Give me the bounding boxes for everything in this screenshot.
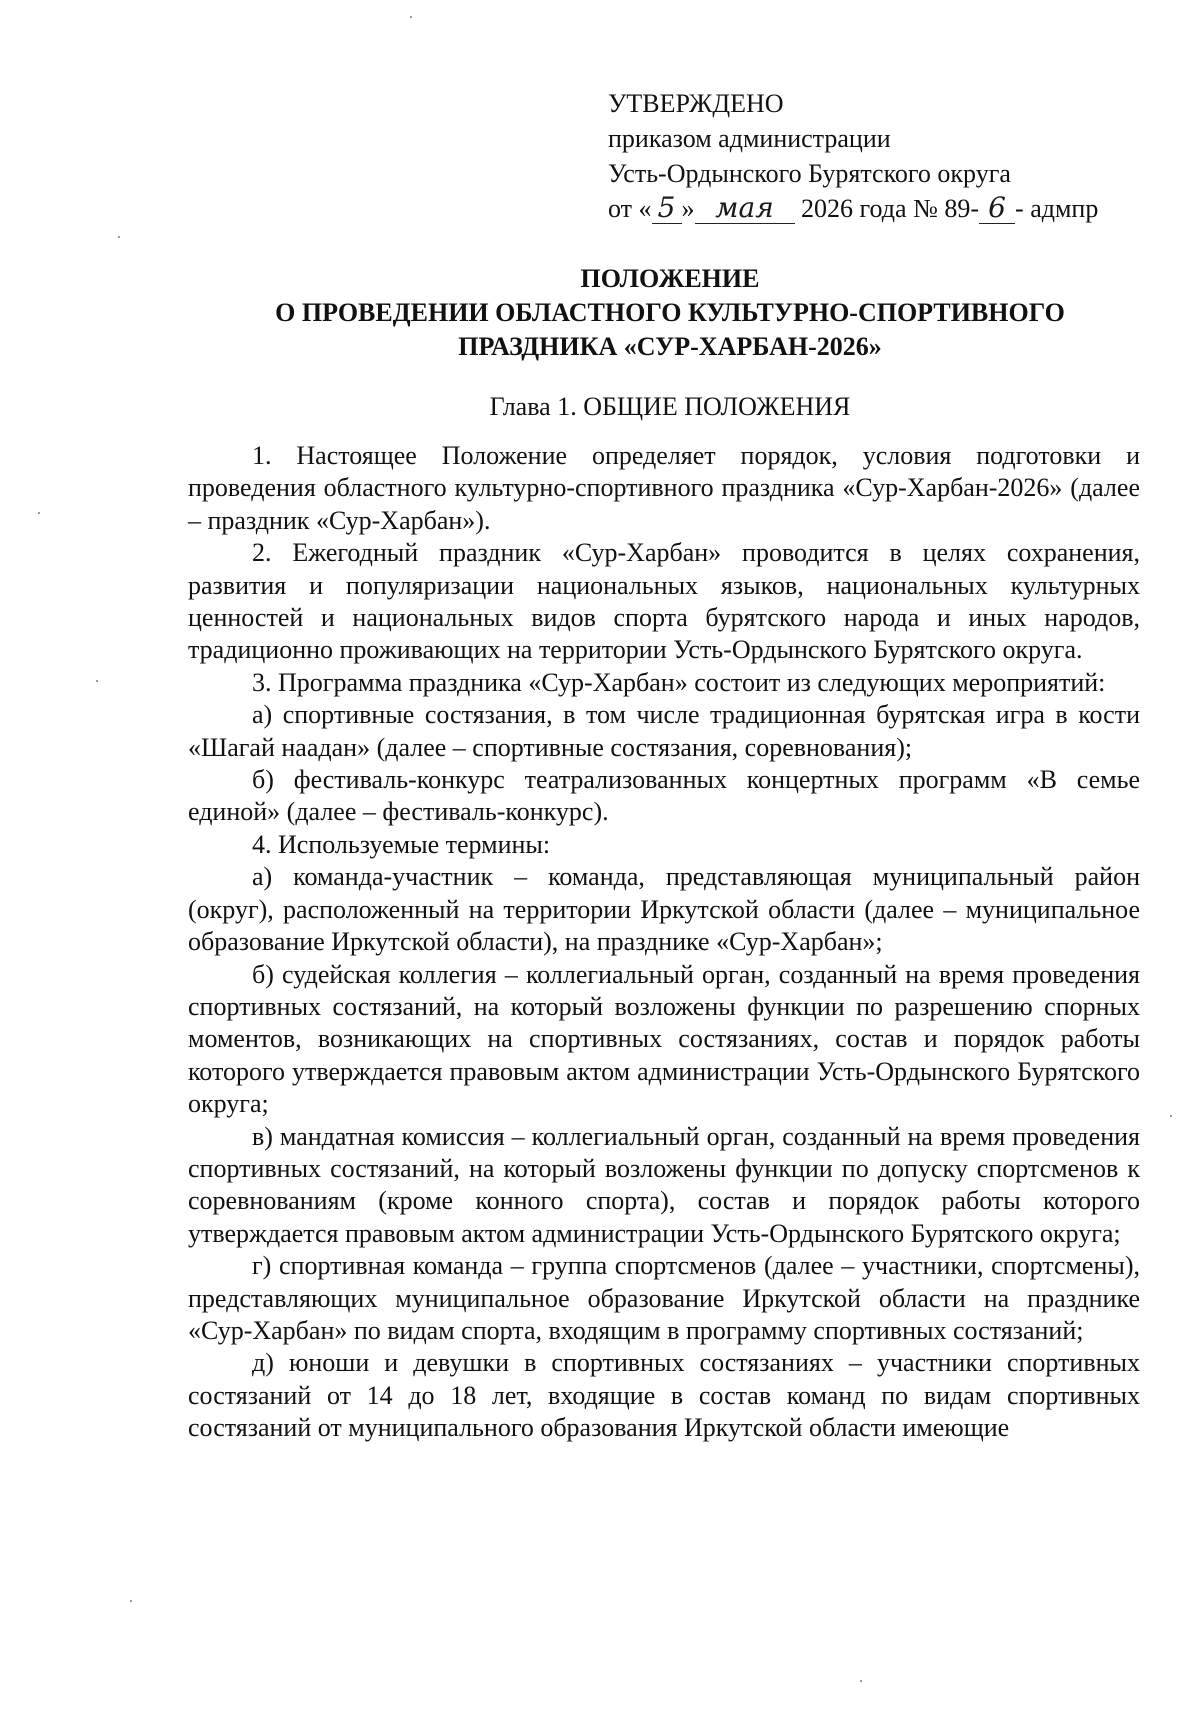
approval-heading: УТВЕРЖДЕНО <box>608 89 784 118</box>
scan-speck <box>410 16 412 18</box>
paragraph: а) спортивные состязания, в том числе традиционная бурятская игра в кости «Шагай наадан» (далее – спортивные состязания, соревнования); <box>188 700 1140 762</box>
scan-speck <box>1170 1115 1172 1117</box>
document-title <box>190 262 1150 364</box>
date-year-number: 2026 года № 89- <box>794 194 980 223</box>
scan-speck <box>130 1600 132 1602</box>
paragraph: д) юноши и девушки в спортивных состязаниях – участники спортивных состязаний от 14 до 18 лет, входящие в состав команд по видам спортивных состязаний от муниципального образования Иркутской области имеющие <box>188 1348 1140 1443</box>
scan-speck <box>38 512 40 514</box>
approval-line: Усть-Ордынского Бурятского округа <box>608 159 1011 188</box>
handwritten-month: мая <box>695 193 795 224</box>
paragraph: а) команда-участник – команда, представляющая муниципальный район (округ), расположенный на территории Иркутской области (далее – муниципальное образование Иркутской области), на празднике «Сур-Харбан»; <box>188 862 1140 957</box>
date-prefix: от « <box>608 194 652 223</box>
scan-speck <box>860 1680 862 1682</box>
title-line: О ПРОВЕДЕНИИ ОБЛАСТНОГО КУЛЬТУРНО-СПОРТИВНОГО <box>275 298 1065 327</box>
chapter-heading: Глава 1. ОБЩИЕ ПОЛОЖЕНИЯ <box>489 392 851 421</box>
paragraph: в) мандатная комиссия – коллегиальный орган, созданный на время проведения спортивных состязаний, на который возложены функции по допуску спортсменов к соревнованиям (кроме конного спорта), состав и порядок работы которого утверждается правовым актом администрации Усть-Ордынского Бурятского округа; <box>188 1121 1140 1248</box>
document-body <box>188 440 1140 1445</box>
paragraph: г) спортивная команда – группа спортсменов (далее – участники, спортсмены), представляющих муниципальное образование Иркутской области на празднике «Сур-Харбан» по видам спорта, входящим в программу спортивных состязаний; <box>188 1251 1140 1345</box>
paragraph: б) судейская коллегия – коллегиальный орган, созданный на время проведения спортивных состязаний, на который возложены функции по разрешению спорных моментов, возникающих на спортивных состязаниях, состав и порядок работы которого утверждается правовым актом администрации Усть-Ордынского Бурятского округа; <box>188 959 1140 1119</box>
paragraph: 3. Программа праздника «Сур-Харбан» состоит из следующих мероприятий: <box>252 667 1106 697</box>
scan-speck <box>96 680 98 682</box>
paragraph: 2. Ежегодный праздник «Сур-Харбан» проводится в целях сохранения, развития и популяризации национальных языков, национальных культурных ценностей и национальных видов спорта бурятского народа и иных народов, традиционно проживающих на территории Усть-Ордынского Бурятского округа. <box>188 538 1140 665</box>
paragraph: 4. Используемые термины: <box>252 829 551 859</box>
scan-speck <box>118 236 120 238</box>
date-day-close: » <box>681 194 695 223</box>
paragraph: 1. Настоящее Положение определяет порядок, условия подготовки и проведения областного культурно-спортивного праздника «Сур-Харбан-2026» (далее – праздник «Сур-Харбан»). <box>188 441 1140 535</box>
paragraph: б) фестиваль-конкурс театрализованных концертных программ «В семье единой» (далее – фестиваль-конкурс). <box>188 765 1140 827</box>
order-suffix: - адмпр <box>1015 194 1099 223</box>
title-line: ПОЛОЖЕНИЕ <box>580 264 760 293</box>
approval-date-line <box>608 191 1168 226</box>
handwritten-day: 5 <box>652 193 682 224</box>
title-line: ПРАЗДНИКА «СУР-ХАРБАН-2026» <box>458 332 882 361</box>
approval-stamp-block <box>608 86 1168 226</box>
handwritten-order-number: 6 <box>979 193 1015 224</box>
approval-line: приказом администрации <box>608 124 891 153</box>
